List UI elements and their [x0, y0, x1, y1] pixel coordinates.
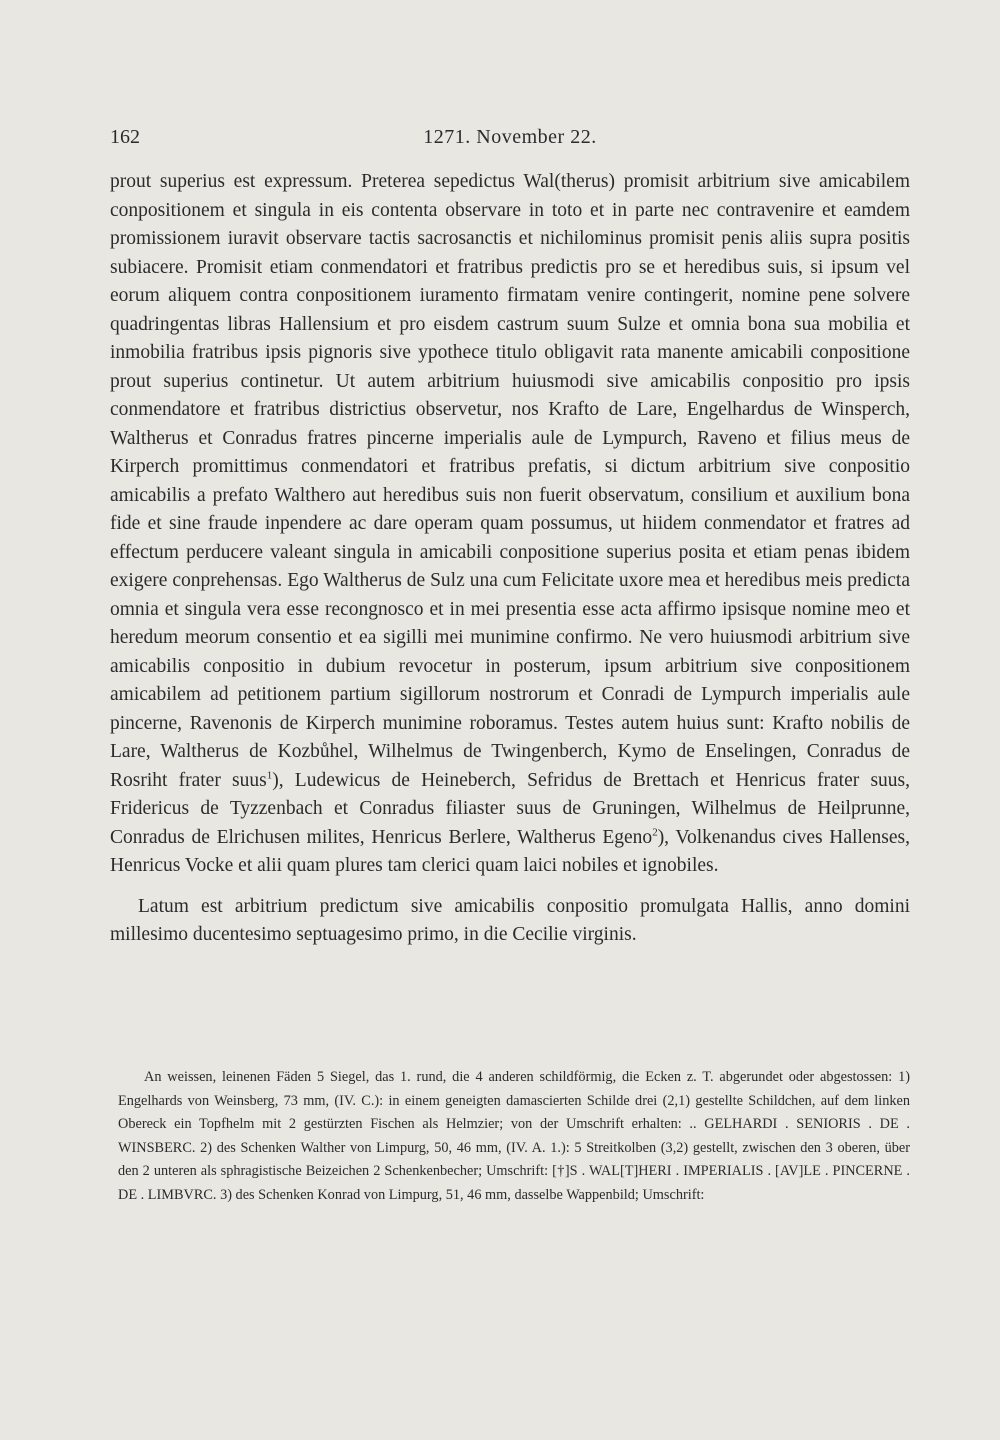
- paragraph-charter-text: [110, 168, 910, 881]
- charter-text-part-1: prout superius est expressum. Preterea sepedictus Wal(therus) promisit arbitrium sive amicabilem conpositionem et singula in eis contenta observare in toto et in parte nec contravenire et eamdem promissionem iuravit observare tactis sacrosanctis et nichilominus promisit penis aliis supra positis subiacere. Promisit etiam conmendatori et fratribus predictis pro se et heredibus suis, si ipsum vel eorum aliquem contra conpositionem iuramento firmatam venire contingerit, nomine pene solvere quadringentas libras Hallensium et pro eisdem castrum suum Sulze et omnia bona sua mobilia et inmobilia fratribus ipsis pignoris sive ypothece titulo obligavit rata manente amicabili conpositione prout superius continetur. Ut autem arbitrium huiusmodi sive amicabilis conpositio pro ipsis conmendatore et fratribus districtius observetur, nos Krafto de Lare, Engelhardus de Winsperch, Waltherus et Conradus fratres pincerne imperialis aule de Lympurch, Raveno et filius meus de Kirperch promittimus conmendatori et fratribus prefatis, si dictum arbitrium sive conpositio amicabilis a prefato Walthero aut heredibus suis non fuerit observatum, consilium et auxilium bona fide et sine fraude inpendere ac dare operam quam possumus, ut hiidem conmendator et fratres ad effectum perducere valeant singula in amicabili conpositione superius posita et etiam penas ibidem exigere conprehensas. Ego Waltherus de Sulz una cum Felicitate uxore mea et heredibus meis predicta omnia et singula vera esse recongnosco et in mei presentia esse acta affirmo ipsisque nomine meo et heredum meorum consentio et ea sigilli mei munimine confirmo. Ne vero huiusmodi arbitrium sive amicabilis conpositio in dubium revocetur in posterum, ipsum arbitrium sive conpositionem amicabilem ad petitionem partium sigillorum nostrorum et Conradi de Lympurch imperialis aule pincerne, Ravenonis de Kirperch munimine roboramus. Testes autem huius sunt: Krafto nobilis de Lare, Waltherus de Kozbůhel, Wilhelmus de Twingenberch, Kymo de Enselingen, Conradus de Rosriht frater suus: [110, 171, 910, 791]
- footnote-text: An weissen, leinenen Fäden 5 Siegel, das 1. rund, die 4 anderen schildförmig, die Ecken z. T. abgerundet oder abgestossen: 1) Engelhards von Weinsberg, 73 mm, (IV. C.): in einem geneigten damascierten Schilde drei (2,1) gestellte Schildchen, auf dem linken Obereck ein Topfhelm mit 2 gestürzten Fischen als Helmzier; von der Umschrift erhalten: .. GELHARDI . SENIORIS . DE . WINSBERC. 2) des Schenken Walther von Limpurg, 50, 46 mm, (IV. A. 1.): 5 Streitkolben (3,2) gestellt, zwischen den 3 oberen, über den 2 unteren als sphragistische Beizeichen 2 Schenkenbecher; Umschrift: [†]S . WAL[T]HERI . IMPERIALIS . [AV]LE . PINCERNE . DE . LIMBVRC. 3) des Schenken Konrad von Limpurg, 51, 46 mm, dasselbe Wappenbild; Umschrift:: [118, 1069, 910, 1203]
- page-header: [110, 126, 910, 152]
- footnote-marker-1: 1: [266, 769, 273, 781]
- footnote-marker-2: 2: [652, 826, 658, 838]
- running-head: 1271. November 22.: [423, 126, 597, 148]
- charter-text-part-2: ), Ludewicus de Heineberch, Sefridus de Brettach et Henricus frater suus, Fridericus de Tyzzenbach et Conradus filiaster suus de Gruningen, Wilhelmus de Heilprunne, Conradus de Elrichusen milites, Henricus Berlere, Waltherus Egeno: [110, 769, 910, 848]
- charter-text-part-3: ), Volkenandus cives Hallenses, Henricus Vocke et alii quam plures tam clerici quam laici nobiles et ignobiles.: [110, 826, 910, 876]
- page-number: 162: [110, 126, 140, 148]
- document-body: [110, 168, 910, 950]
- seal-description-note: [118, 1066, 910, 1207]
- paragraph-dating-clause: Latum est arbitrium predictum sive amicabilis conpositio promulgata Hallis, anno domini millesimo ducentesimo septuagesimo primo, in die Cecilie virginis.: [110, 895, 910, 945]
